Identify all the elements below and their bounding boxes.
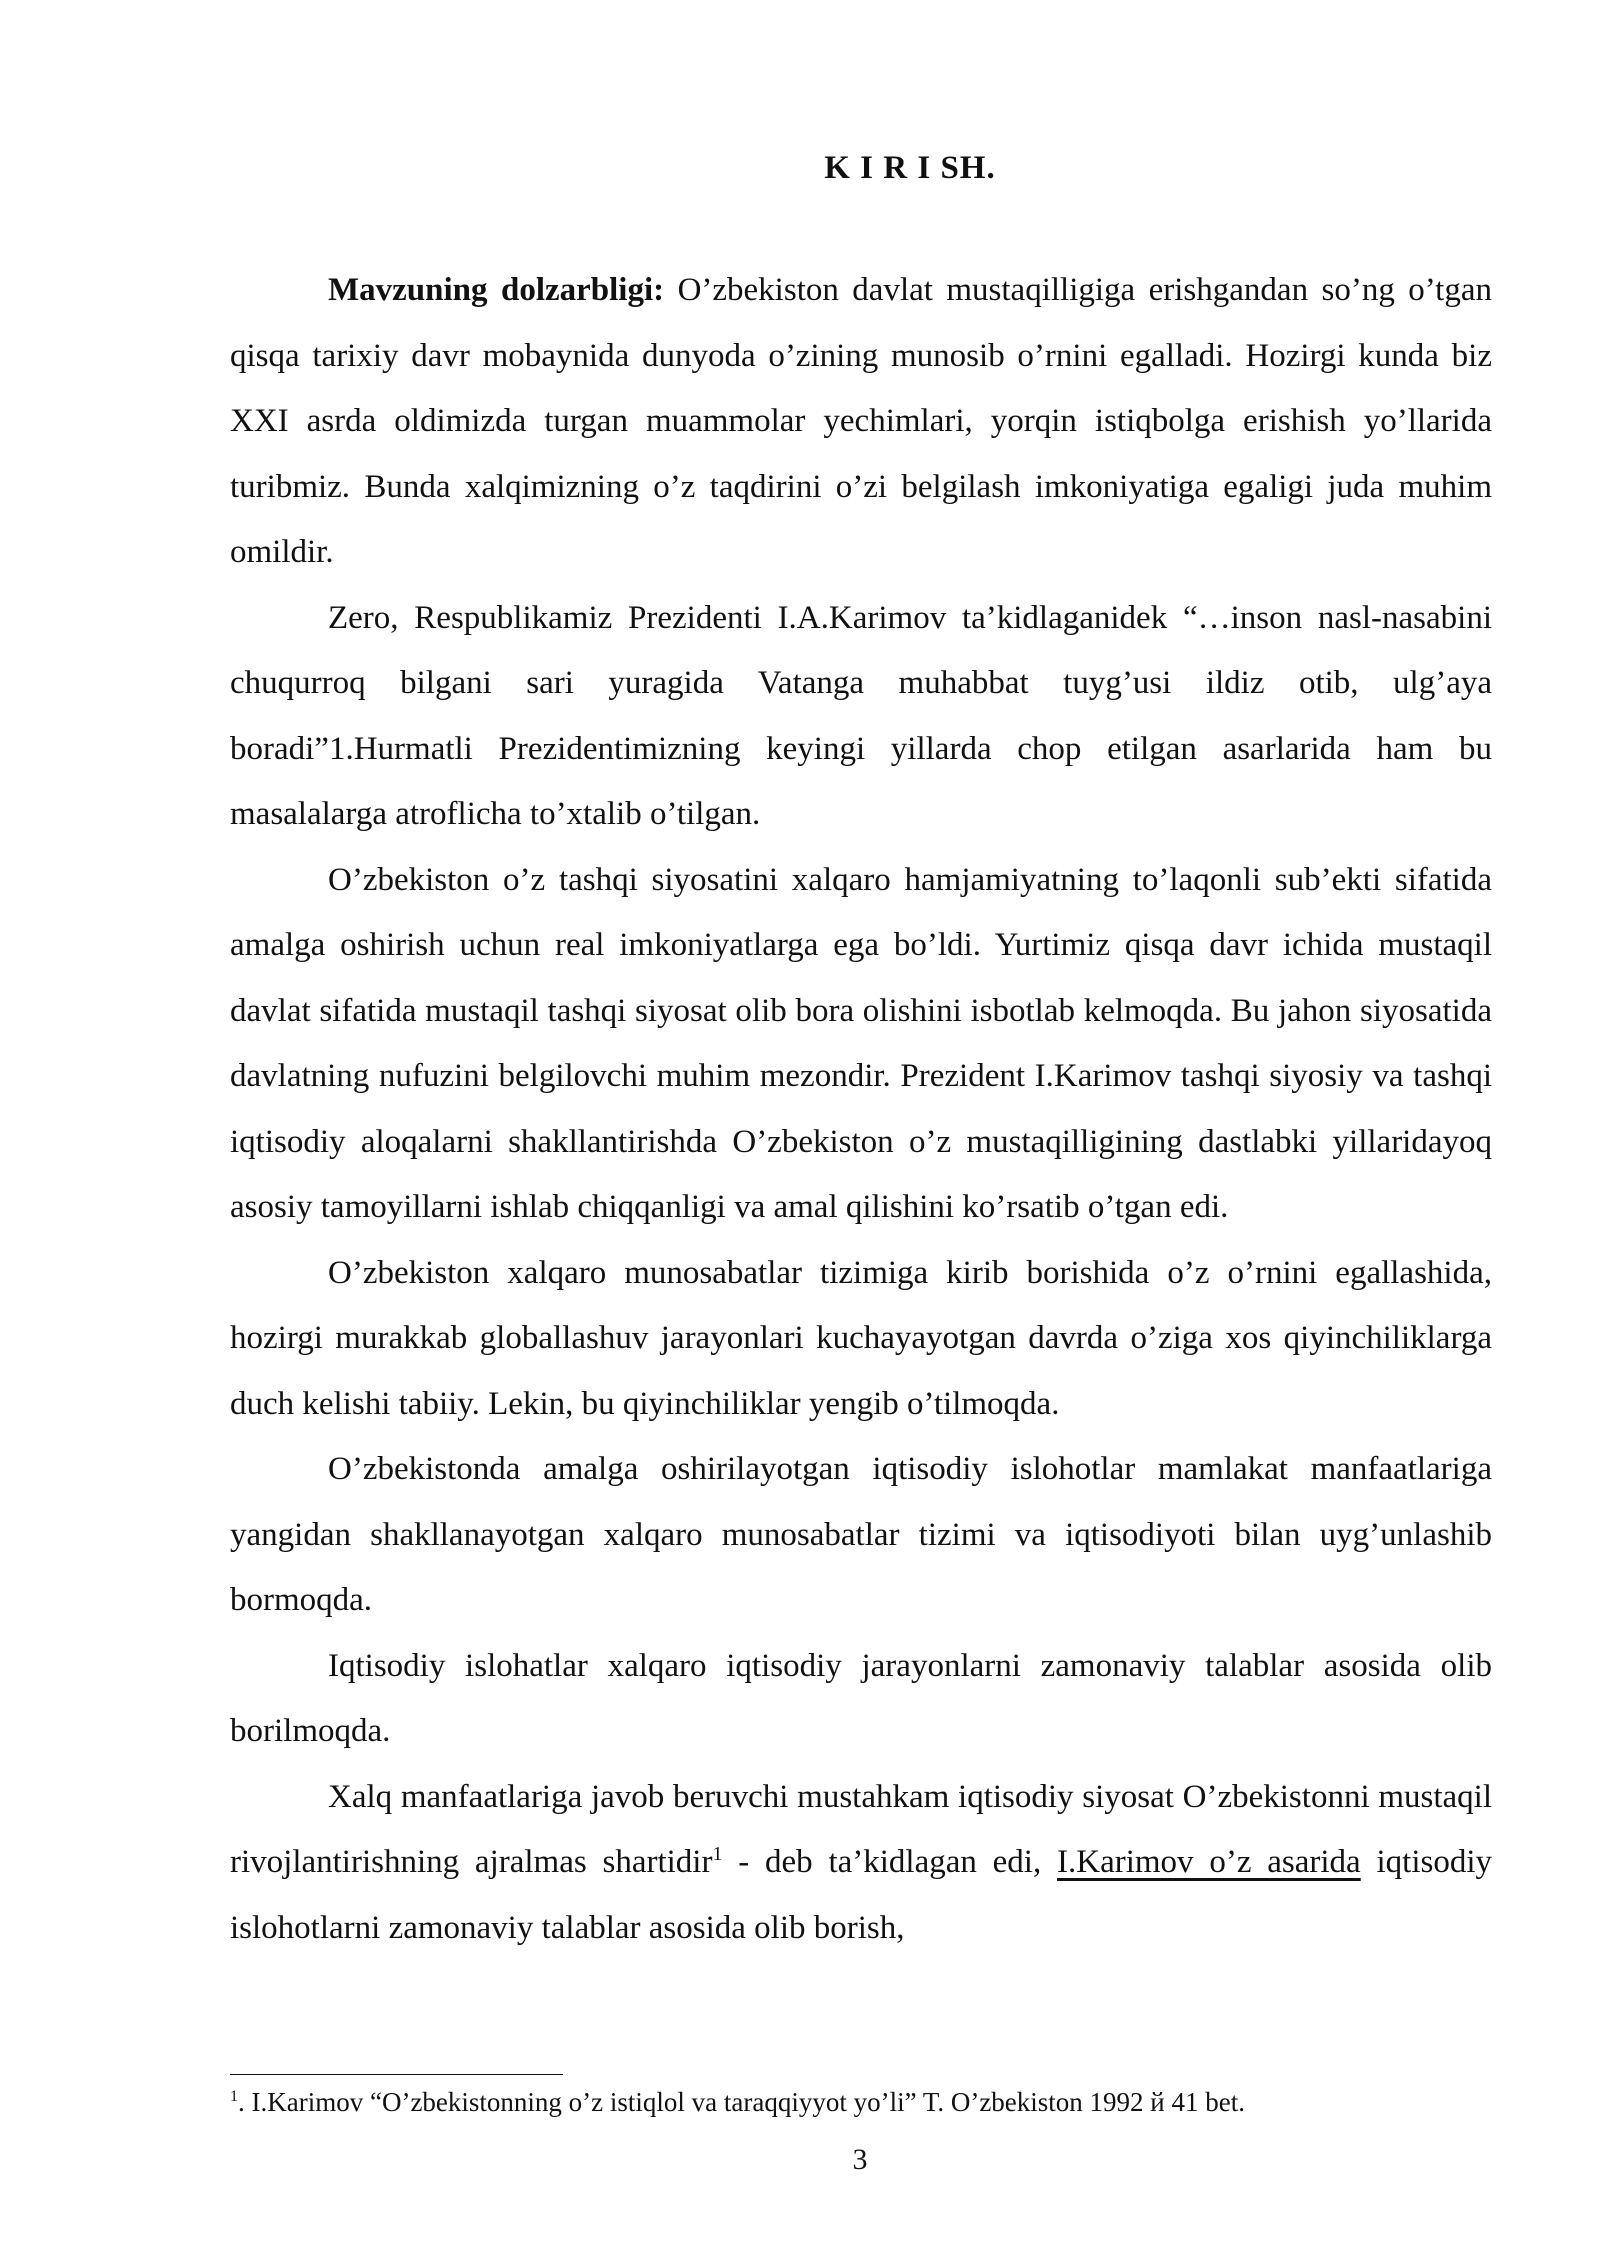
paragraph-text: iqtisodiy islohotlarni zamonaviy talablar asosida olib borish, (230, 1844, 1492, 1946)
paragraph-4: O’zbekiston xalqaro munosabatlar tizimiga kirib borishida o’z o’rnini egallashida, hozirgi murakkab globallashuv jarayonlari kuchayayotgan davrda o’ziga xos qiyinchiliklarga duch kelishi tabiiy. Lekin, bu qiyinchiliklar yengib o’tilmoqda. (230, 1254, 1492, 1422)
underlined-text: I.Karimov o’z asarida (1057, 1844, 1361, 1880)
paragraph-7 (230, 1765, 1492, 1962)
paragraph-text: - deb ta’kidlagan edi, (722, 1844, 1058, 1880)
paragraph-text: O’zbekiston davlat mustaqilligiga erishgandan so’ng o’tgan qisqa tarixiy davr mobaynida dunyoda o’zining munosib o’rnini egalladi. Hozirgi kunda biz XXI asrda oldimizda turgan muammolar yechimlari, yorqin istiqbolga erishish yo’llarida turibmiz. Bunda xalqimizning o’z taqdirini o’zi belgilash imkoniyatiga egaligi juda muhim omildir. (230, 272, 1492, 570)
paragraph-text: Xalq manfaatlariga javob beruvchi mustahkam iqtisodiy siyosat O’zbekistonni mustaqil rivojlantirishning ajralmas shartidir (230, 1778, 1492, 1880)
paragraph-1 (230, 258, 1492, 586)
body-text (230, 258, 1492, 1961)
paragraph-6: Iqtisodiy islohatlar xalqaro iqtisodiy jarayonlarni zamonaviy talablar asosida olib borilmoqda. (230, 1647, 1492, 1749)
paragraph-lead: Mavzuning dolzarbligi: (328, 272, 665, 308)
footnote-text: . I.Karimov “O’zbekistonning o’z istiqlol va taraqqiyyot yo’li” T. O’zbekiston 1992 й 41 bet. (238, 2087, 1245, 2117)
page-title: K I R I SH. (824, 150, 996, 186)
paragraph-5: O’zbekistonda amalga oshirilayotgan iqtisodiy islohotlar mamlakat manfaatlariga yangidan shakllanayotgan xalqaro munosabatlar tizimi va iqtisodiyoti bilan uyg’unlashib bormoqda. (230, 1451, 1492, 1618)
footnote-reference[interactable]: 1 (712, 1843, 723, 1865)
footnote-mark: 1 (230, 2088, 238, 2105)
paragraph-2: Zero, Respublikamiz Prezidenti I.A.Karimov ta’kidlaganidek “…inson nasl-nasabini chuqurroq bilgani sari yuragida Vatanga muhabbat tuyg’usi ildiz otib, ulg’aya boradi”1.Hurmatli Prezidentimizning keyingi yillarda chop etilgan asarlarida ham bu masalalarga atroflicha to’xtalib o’tilgan. (230, 599, 1492, 832)
footnote (230, 2082, 1492, 2122)
footnote-separator (230, 2074, 563, 2075)
paragraph-3: O’zbekiston o’z tashqi siyosatini xalqaro hamjamiyatning to’laqonli sub’ekti sifatida amalga oshirish uchun real imkoniyatlarga ega bo’ldi. Yurtimiz qisqa davr ichida mustaqil davlat sifatida mustaqil tashqi siyosat olib bora olishini isbotlab kelmoqda. Bu jahon siyosatida davlatning nufuzini belgilovchi muhim mezondir. Prezident I.Karimov tashqi siyosiy va tashqi iqtisodiy aloqalarni shakllantirishda O’zbekiston o’z mustaqilligining dastlabki yillaridayoq asosiy tamoyillarni ishlab chiqqanligi va amal qilishini ko’rsatib o’tgan edi. (230, 861, 1492, 1225)
page-number: 3 (852, 2143, 868, 2176)
